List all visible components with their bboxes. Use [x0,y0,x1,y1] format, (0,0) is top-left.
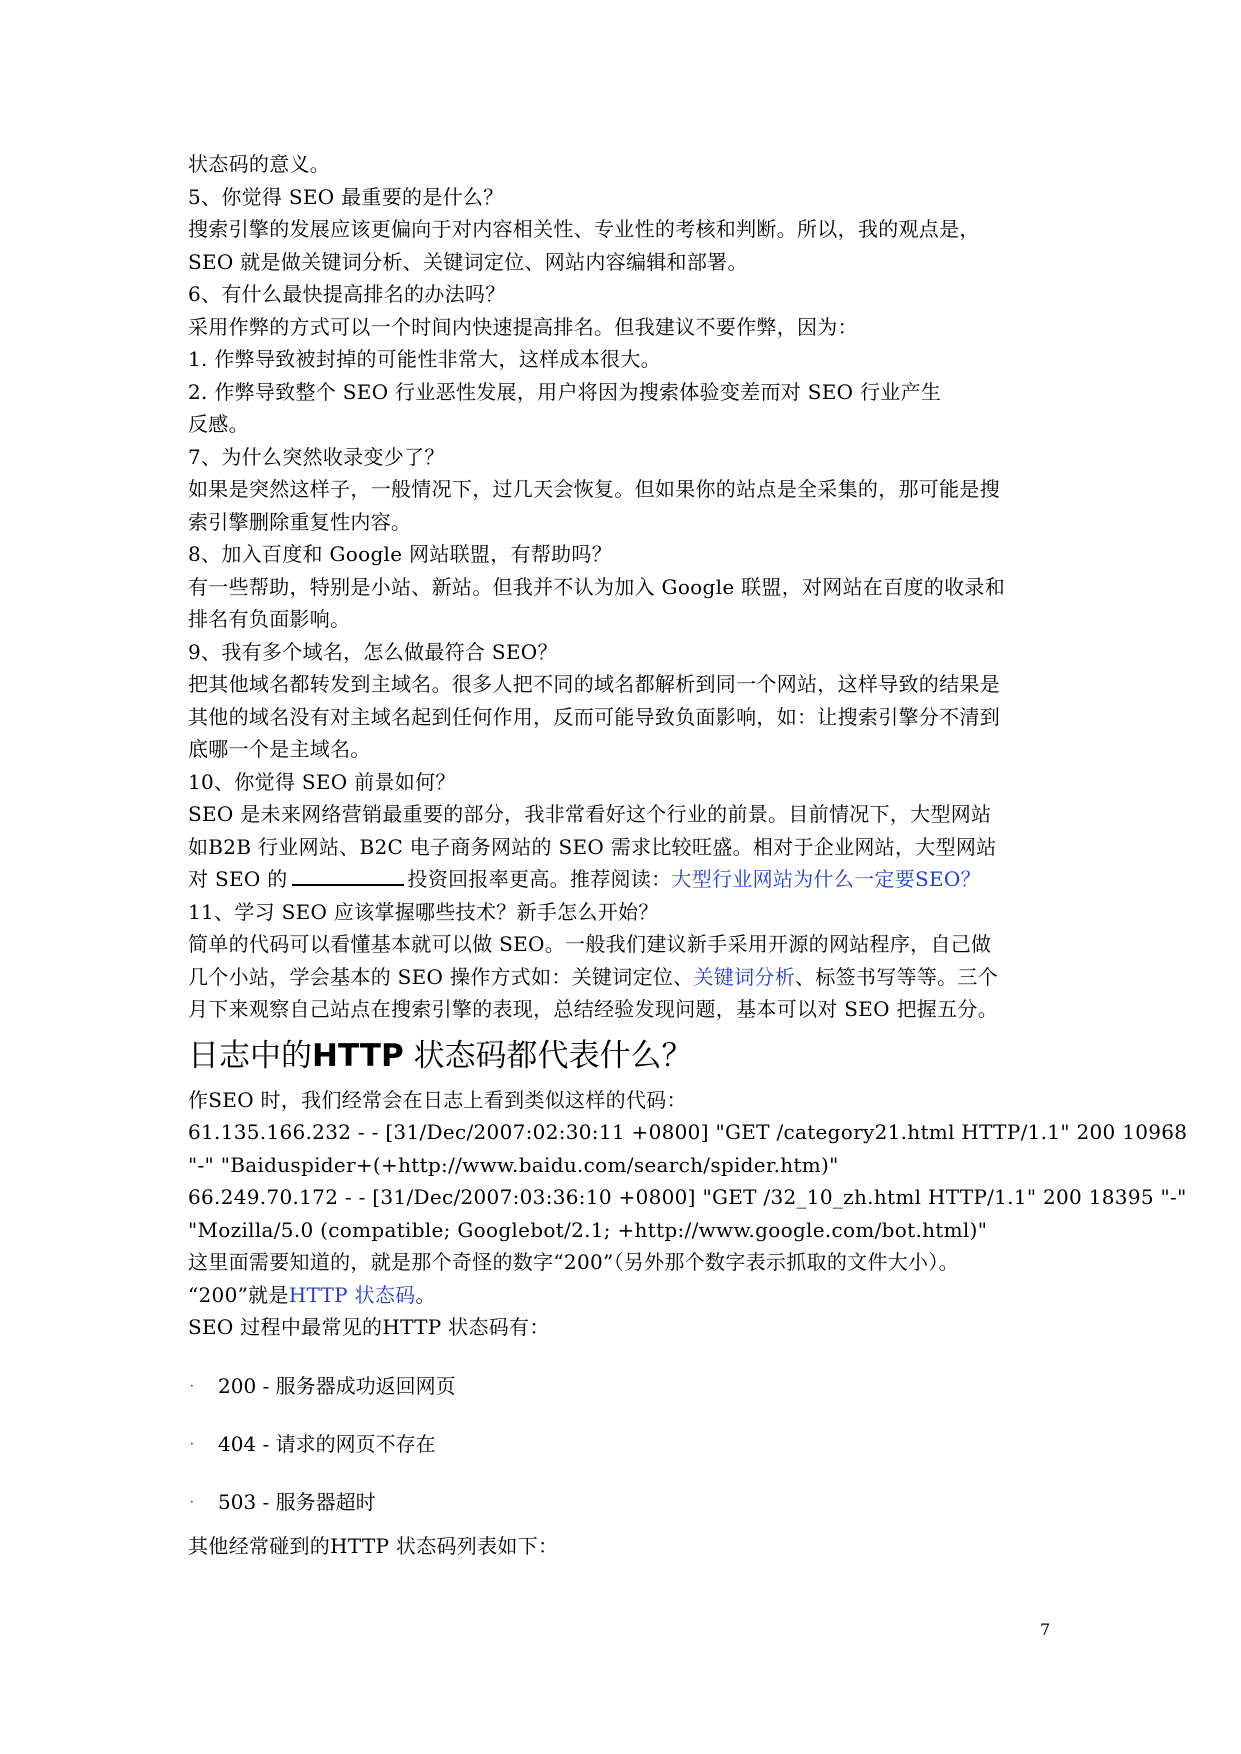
document-body [188,148,1188,1562]
heading-bold: HTTP [312,1037,404,1074]
text-line: 月下来观察自己站点在搜索引擎的表现，总结经验发现问题，基本可以对 SEO 把握五分。 [188,997,999,1021]
text-line: SEO 就是做关键词分析、关键词定位、网站内容编辑和部署。 [188,249,748,274]
status-code-list [188,1370,1068,1518]
text-line-with-link [188,863,1068,896]
text-line: 其他的域名没有对主域名起到任何作用，反而可能导致负面影响，如：让搜索引擎分不清到 [188,704,1000,729]
list-item-text: 200 - 服务器成功返回网页 [218,1373,456,1398]
list-item [188,1428,1068,1460]
list-item [188,1486,1068,1518]
text-segment: 对 SEO 的 [188,867,288,891]
text-line: 如果是突然这样子，一般情况下，过几天会恢复。但如果你的站点是全采集的，那可能是搜 [188,477,1000,501]
question-11: 11、学习 SEO 应该掌握哪些技术？新手怎么开始？ [188,899,659,924]
text-line: 1. 作弊导致被封掉的可能性非常大，这样成本很大。 [188,347,661,371]
text-segment: 、标签书写等等。三个 [795,964,999,989]
text-line: 反感。 [188,412,249,436]
question-10: 10、你觉得 SEO 前景如何？ [188,769,456,794]
text-line: 搜索引擎的发展应该更偏向于对内容相关性、专业性的考核和判断。所以，我的观点是， [188,217,980,241]
bullet-icon: · [190,1378,194,1393]
text-line-with-link [188,961,1068,994]
text-line: 把其他域名都转发到主域名。很多人把不同的域名都解析到同一个网站，这样导致的结果是 [188,672,1000,696]
log-line: "-" "Baiduspider+(+http://www.baidu.com/search/spider.htm)" [188,1152,839,1177]
text-line-with-link [188,1279,1068,1312]
text-line: 排名有负面影响。 [188,607,351,631]
text-line: 如B2B 行业网站、B2C 电子商务网站的 SEO 需求比较旺盛。相对于企业网站，大型网站 [188,834,997,859]
question-9: 9、我有多个域名，怎么做最符合 SEO？ [188,639,558,664]
log-line: 61.135.166.232 - - [31/Dec/2007:02:30:11 +0800] "GET /category21.html HTTP/1.1" 200 10968 [188,1120,1188,1144]
question-7: 7、为什么突然收录变少了？ [188,444,445,469]
text-segment: “200”就是 [188,1282,289,1307]
text-line: 底哪一个是主域名。 [188,737,371,761]
text-line: 简单的代码可以看懂基本就可以做 SEO。一般我们建议新手采用开源的网站程序，自己做 [188,932,992,956]
text-line: 采用作弊的方式可以一个时间内快速提高排名。但我建议不要作弊，因为： [188,314,858,339]
keyword-analysis-link[interactable]: 关键词分析 [693,964,796,989]
text-line: 索引擎删除重复性内容。 [188,509,412,534]
question-8: 8、加入百度和 Google 网站联盟，有帮助吗？ [188,542,613,566]
log-line: 66.249.70.172 - - [31/Dec/2007:03:36:10 +0800] "GET /32_10_zh.html HTTP/1.1" 200 18395 "-" [188,1185,1187,1209]
heading-prefix: 日志中的 [188,1037,312,1074]
text-line: 有一些帮助，特别是小站、新站。但我并不认为加入 Google 联盟，对网站在百度的收录和 [188,574,1006,599]
list-item-text: 404 - 请求的网页不存在 [218,1431,436,1456]
text-line: 其他经常碰到的HTTP 状态码列表如下： [188,1533,559,1558]
text-line: SEO 过程中最常见的HTTP 状态码有： [188,1315,550,1339]
text-line: 这里面需要知道的，就是那个奇怪的数字“200”（另外那个数字表示抓取的文件大小）。 [188,1250,959,1274]
text-line: SEO 是未来网络营销最重要的部分，我非常看好这个行业的前景。目前情况下，大型网站 [188,802,992,826]
section-heading [188,1032,1068,1080]
question-5: 5、你觉得 SEO 最重要的是什么？ [188,184,504,209]
bullet-icon: · [190,1494,194,1509]
question-6: 6、有什么最快提高排名的办法吗？ [188,282,506,306]
heading-suffix: 状态码都代表什么？ [403,1037,693,1074]
text-line: 2. 作弊导致整个 SEO 行业恶性发展，用户将因为搜索体验变差而对 SEO 行业产生 [188,379,942,404]
http-status-code-link[interactable]: HTTP 状态码 [288,1282,416,1307]
fill-in-blank [292,866,404,886]
list-item-text: 503 - 服务器超时 [218,1489,376,1514]
bullet-icon: · [190,1436,194,1451]
log-line: "Mozilla/5.0 (compatible; Googlebot/2.1; +http://www.google.com/bot.html)" [188,1217,988,1242]
text-segment: 几个小站，学会基本的 SEO 操作方式如：关键词定位、 [188,964,694,989]
page-number: 7 [1040,1620,1051,1639]
list-item [188,1370,1068,1402]
recommended-reading-link[interactable]: 大型行业网站为什么一定要SEO？ [671,867,981,891]
text-line: 作SEO 时，我们经常会在日志上看到类似这样的代码： [188,1087,687,1112]
text-segment: 。 [415,1282,436,1307]
text-segment: 投资回报率更高。推荐阅读： [407,867,672,891]
text-line: 状态码的意义。 [188,152,331,176]
